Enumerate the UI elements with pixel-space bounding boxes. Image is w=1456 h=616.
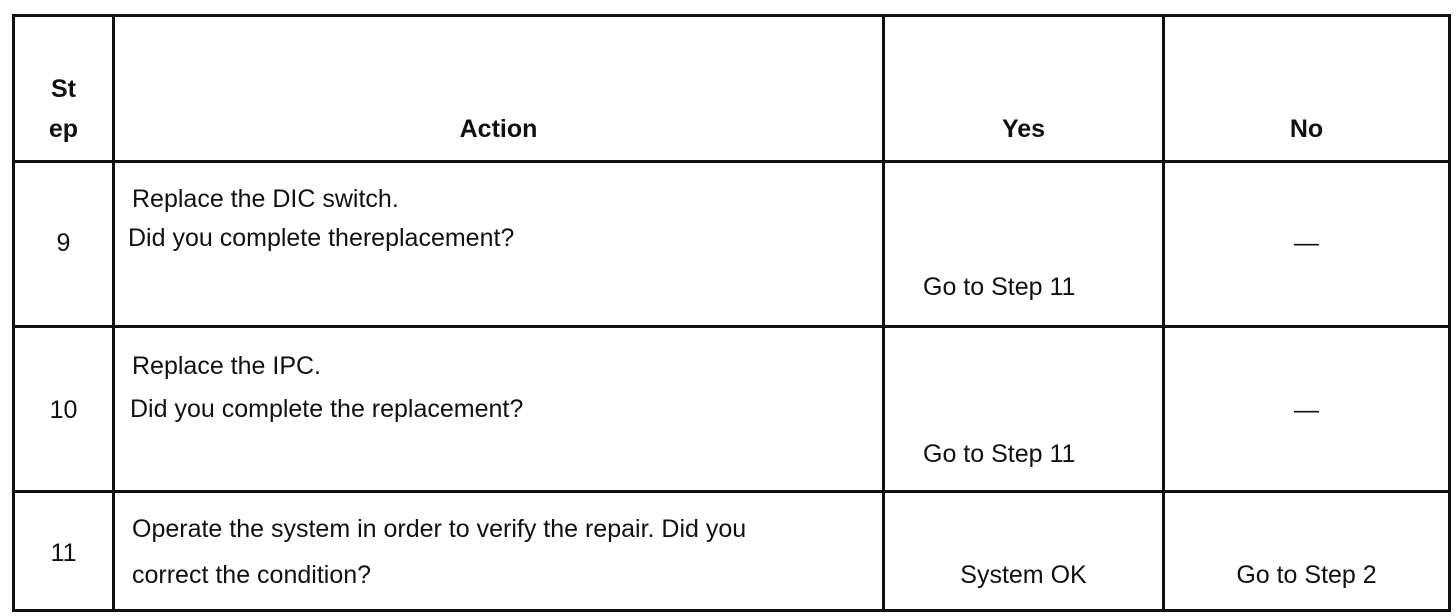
header-no [1164, 16, 1450, 162]
table-row [14, 492, 1450, 611]
header-yes-label: Yes [1001, 115, 1046, 143]
action-text-line1: Replace the IPC. [132, 352, 321, 381]
action-text-line2: correct the condition? [132, 561, 372, 590]
no-cell [1164, 492, 1450, 611]
no-result: — [1294, 229, 1319, 258]
yes-result: System OK [960, 561, 1087, 590]
step-number: 11 [50, 539, 77, 568]
table-row [14, 162, 1450, 327]
no-result: — [1294, 396, 1319, 425]
header-step [14, 16, 114, 162]
yes-result: Go to Step 11 [923, 273, 1076, 302]
header-yes [884, 16, 1164, 162]
step-cell [14, 162, 114, 327]
action-cell [114, 327, 884, 492]
yes-cell [884, 327, 1164, 492]
diagnostic-steps-table [12, 14, 1451, 612]
action-cell [114, 162, 884, 327]
header-action [114, 16, 884, 162]
header-step-line2: ep [48, 115, 79, 143]
header-step-line1: St [51, 75, 76, 103]
no-cell [1164, 162, 1450, 327]
no-result: Go to Step 2 [1236, 561, 1377, 590]
step-number: 9 [56, 229, 71, 258]
action-text-line1: Operate the system in order to verify the repair. Did you [132, 515, 747, 544]
step-cell [14, 492, 114, 611]
header-no-label: No [1289, 115, 1324, 143]
step-cell [14, 327, 114, 492]
header-row [14, 16, 1450, 162]
action-text-line2: Did you complete thereplacement? [128, 224, 515, 253]
yes-result: Go to Step 11 [923, 440, 1076, 469]
step-number: 10 [49, 396, 78, 425]
action-text-line2: Did you complete the replacement? [130, 395, 524, 424]
header-action-label: Action [459, 115, 538, 143]
no-cell [1164, 327, 1450, 492]
yes-cell [884, 492, 1164, 611]
action-cell [114, 492, 884, 611]
action-text-line1: Replace the DIC switch. [132, 185, 399, 214]
yes-cell [884, 162, 1164, 327]
table-row [14, 327, 1450, 492]
